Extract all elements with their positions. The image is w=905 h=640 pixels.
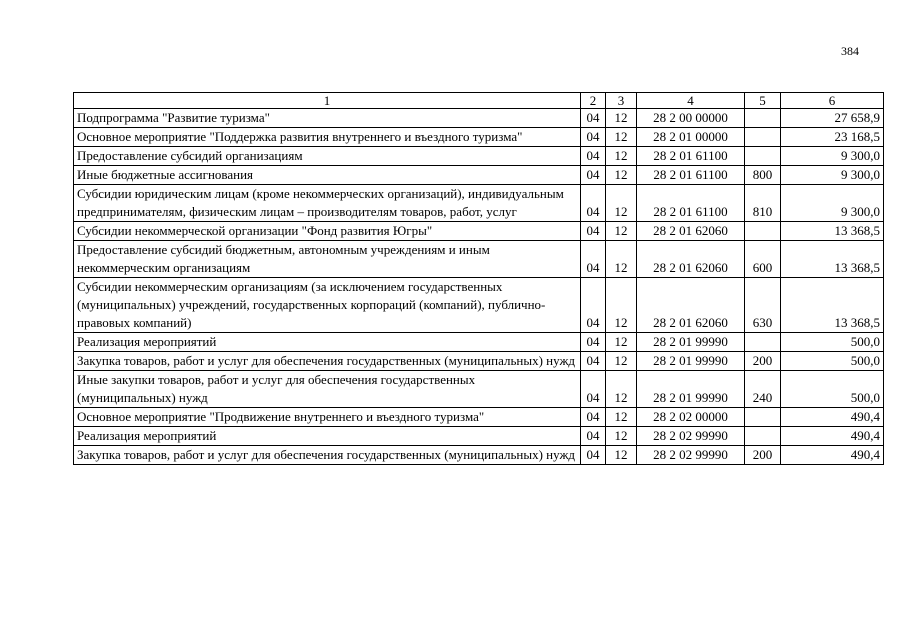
table-row xyxy=(74,333,884,352)
table-header-row xyxy=(74,93,884,109)
row-expense-type-cell: 200 xyxy=(745,446,781,465)
table-row xyxy=(74,371,884,408)
row-amount-cell: 13 368,5 xyxy=(781,222,884,241)
table-row xyxy=(74,185,884,222)
row-section-cell: 04 xyxy=(581,352,606,371)
row-target-item-cell: 28 2 01 61100 xyxy=(637,166,745,185)
row-target-item-cell: 28 2 01 00000 xyxy=(637,128,745,147)
row-expense-type-cell xyxy=(745,408,781,427)
row-amount-cell: 490,4 xyxy=(781,427,884,446)
row-amount-cell: 490,4 xyxy=(781,446,884,465)
row-subsection-cell: 12 xyxy=(606,427,637,446)
row-amount-cell: 13 368,5 xyxy=(781,278,884,333)
row-name-cell: Подпрограмма "Развитие туризма" xyxy=(74,109,581,128)
row-section-cell: 04 xyxy=(581,333,606,352)
row-subsection-cell: 12 xyxy=(606,185,637,222)
row-section-cell: 04 xyxy=(581,446,606,465)
row-target-item-cell: 28 2 01 62060 xyxy=(637,241,745,278)
row-section-cell: 04 xyxy=(581,109,606,128)
row-expense-type-cell: 240 xyxy=(745,371,781,408)
row-amount-cell: 9 300,0 xyxy=(781,147,884,166)
row-section-cell: 04 xyxy=(581,128,606,147)
table-row xyxy=(74,147,884,166)
row-name-cell: Субсидии некоммерческой организации "Фонд развития Югры" xyxy=(74,222,581,241)
row-amount-cell: 500,0 xyxy=(781,371,884,408)
row-subsection-cell: 12 xyxy=(606,278,637,333)
row-subsection-cell: 12 xyxy=(606,166,637,185)
row-target-item-cell: 28 2 01 99990 xyxy=(637,352,745,371)
table-row xyxy=(74,241,884,278)
row-expense-type-cell xyxy=(745,128,781,147)
row-subsection-cell: 12 xyxy=(606,128,637,147)
table-row xyxy=(74,446,884,465)
row-subsection-cell: 12 xyxy=(606,109,637,128)
row-expense-type-cell: 630 xyxy=(745,278,781,333)
row-section-cell: 04 xyxy=(581,222,606,241)
row-name-cell: Реализация мероприятий xyxy=(74,333,581,352)
row-subsection-cell: 12 xyxy=(606,333,637,352)
row-amount-cell: 27 658,9 xyxy=(781,109,884,128)
row-target-item-cell: 28 2 02 99990 xyxy=(637,427,745,446)
row-section-cell: 04 xyxy=(581,166,606,185)
row-expense-type-cell xyxy=(745,147,781,166)
header-cell: 4 xyxy=(637,93,745,109)
row-subsection-cell: 12 xyxy=(606,147,637,166)
row-target-item-cell: 28 2 01 99990 xyxy=(637,371,745,408)
row-target-item-cell: 28 2 01 99990 xyxy=(637,333,745,352)
row-amount-cell: 13 368,5 xyxy=(781,241,884,278)
row-subsection-cell: 12 xyxy=(606,222,637,241)
row-name-cell: Реализация мероприятий xyxy=(74,427,581,446)
header-cell: 2 xyxy=(581,93,606,109)
row-expense-type-cell: 600 xyxy=(745,241,781,278)
row-name-cell: Субсидии некоммерческим организациям (за исключением государственных (муниципальных) учреждений, государственных корпораций (компаний), публично-правовых компаний) xyxy=(74,278,581,333)
header-cell: 6 xyxy=(781,93,884,109)
row-subsection-cell: 12 xyxy=(606,446,637,465)
row-expense-type-cell xyxy=(745,427,781,446)
table-row xyxy=(74,222,884,241)
row-subsection-cell: 12 xyxy=(606,241,637,278)
row-target-item-cell: 28 2 02 00000 xyxy=(637,408,745,427)
row-subsection-cell: 12 xyxy=(606,408,637,427)
row-target-item-cell: 28 2 01 61100 xyxy=(637,185,745,222)
row-section-cell: 04 xyxy=(581,427,606,446)
row-name-cell: Основное мероприятие "Продвижение внутреннего и въездного туризма" xyxy=(74,408,581,427)
row-section-cell: 04 xyxy=(581,408,606,427)
header-cell: 5 xyxy=(745,93,781,109)
table-row xyxy=(74,109,884,128)
row-expense-type-cell xyxy=(745,109,781,128)
row-amount-cell: 500,0 xyxy=(781,333,884,352)
row-target-item-cell: 28 2 01 61100 xyxy=(637,147,745,166)
row-name-cell: Иные закупки товаров, работ и услуг для обеспечения государственных (муниципальных) нужд xyxy=(74,371,581,408)
header-cell: 1 xyxy=(74,93,581,109)
budget-table xyxy=(73,92,884,465)
table-row xyxy=(74,278,884,333)
row-expense-type-cell xyxy=(745,222,781,241)
row-section-cell: 04 xyxy=(581,371,606,408)
row-section-cell: 04 xyxy=(581,147,606,166)
header-cell: 3 xyxy=(606,93,637,109)
table-row xyxy=(74,408,884,427)
row-subsection-cell: 12 xyxy=(606,352,637,371)
row-expense-type-cell: 810 xyxy=(745,185,781,222)
row-amount-cell: 490,4 xyxy=(781,408,884,427)
row-target-item-cell: 28 2 00 00000 xyxy=(637,109,745,128)
row-name-cell: Закупка товаров, работ и услуг для обеспечения государственных (муниципальных) нужд xyxy=(74,446,581,465)
row-name-cell: Предоставление субсидий организациям xyxy=(74,147,581,166)
row-name-cell: Основное мероприятие "Поддержка развития внутреннего и въездного туризма" xyxy=(74,128,581,147)
row-name-cell: Иные бюджетные ассигнования xyxy=(74,166,581,185)
row-name-cell: Закупка товаров, работ и услуг для обеспечения государственных (муниципальных) нужд xyxy=(74,352,581,371)
row-section-cell: 04 xyxy=(581,278,606,333)
row-target-item-cell: 28 2 01 62060 xyxy=(637,278,745,333)
row-amount-cell: 500,0 xyxy=(781,352,884,371)
row-name-cell: Субсидии юридическим лицам (кроме некоммерческих организаций), индивидуальным предпринимателям, физическим лицам – производителям товаров, работ, услуг xyxy=(74,185,581,222)
row-expense-type-cell: 800 xyxy=(745,166,781,185)
row-subsection-cell: 12 xyxy=(606,371,637,408)
row-section-cell: 04 xyxy=(581,185,606,222)
row-name-cell: Предоставление субсидий бюджетным, автономным учреждениям и иным некоммерческим организациям xyxy=(74,241,581,278)
table-row xyxy=(74,166,884,185)
page-number: 384 xyxy=(841,44,859,58)
table-row xyxy=(74,352,884,371)
row-amount-cell: 9 300,0 xyxy=(781,185,884,222)
row-expense-type-cell xyxy=(745,333,781,352)
row-section-cell: 04 xyxy=(581,241,606,278)
row-target-item-cell: 28 2 01 62060 xyxy=(637,222,745,241)
row-amount-cell: 9 300,0 xyxy=(781,166,884,185)
table-row xyxy=(74,427,884,446)
row-target-item-cell: 28 2 02 99990 xyxy=(637,446,745,465)
table-row xyxy=(74,128,884,147)
row-amount-cell: 23 168,5 xyxy=(781,128,884,147)
row-expense-type-cell: 200 xyxy=(745,352,781,371)
